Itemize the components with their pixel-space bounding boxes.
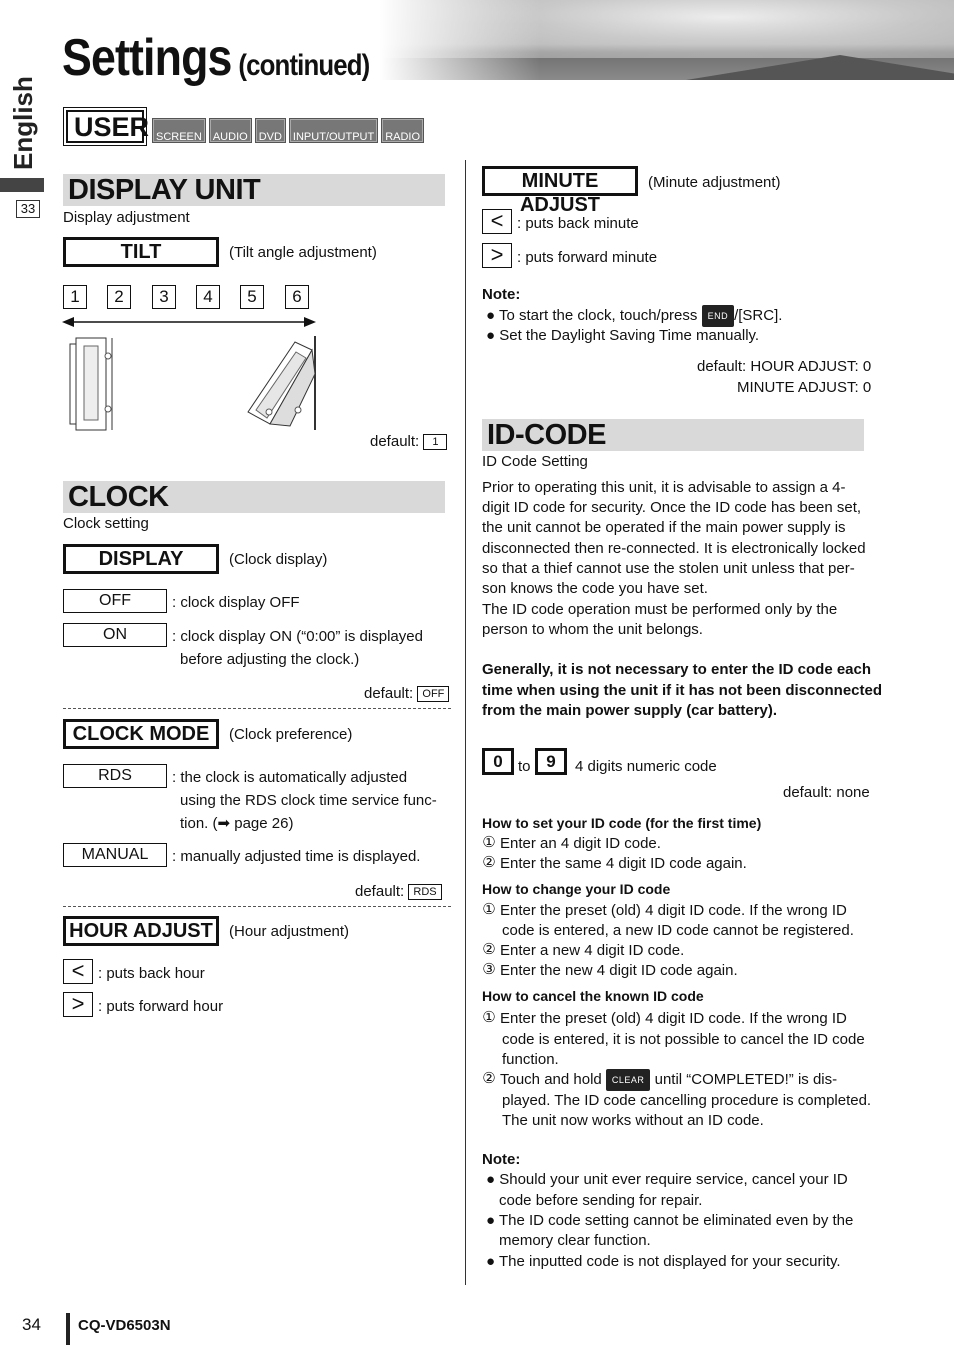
id-code-para-3: the unit cannot be operated if the main power supply is [482,519,846,536]
clock-display-default: default: OFF [364,684,449,704]
divider [63,906,451,907]
cancel-id-step-2b: played. The ID code cancelling procedure is completed. [502,1092,872,1109]
tilt-angle-5[interactable]: 5 [240,285,264,309]
minute-forward-button[interactable]: > [482,243,512,268]
cancel-id-step-1: ① Enter the preset (old) 4 digit ID code. If the wrong ID [482,1009,847,1027]
id-code-para-2: digit ID code for security. Once the ID code has been set, [482,499,862,516]
id-code-para-6: son knows the code you have set. [482,580,708,597]
step-number-icon: ① [482,834,496,851]
id-code-para-8: person to whom the unit belongs. [482,621,703,638]
id-code-subtitle: ID Code Setting [482,453,588,470]
id-note-2: ● The ID code setting cannot be eliminated even by the [486,1212,854,1229]
hour-back-button[interactable]: < [63,959,93,984]
footer-bar [66,1313,70,1345]
set-id-title: How to set your ID code (for the first time) [482,815,762,831]
minute-note-1: ● To start the clock, touch/press END /[SRC]. [486,305,782,327]
clock-mode-default: default: RDS [355,882,442,902]
hour-minute-default-2: MINUTE ADJUST: 0 [737,379,872,396]
tab-radio[interactable]: RADIO [381,118,424,143]
id-code-default: default: none [783,784,870,801]
clock-rds-description-3: tion. (➡ page 26) [180,815,294,832]
side-tab-bar [0,178,44,192]
id-note-1b: code before sending for repair. [499,1192,703,1209]
hour-minute-default-1: default: HOUR ADJUST: 0 [697,358,872,375]
tilt-angle-1[interactable]: 1 [63,285,87,309]
model-number: CQ-VD6503N [78,1317,171,1334]
minute-note-2: ● Set the Daylight Saving Time manually. [486,327,760,344]
tilt-default: default: 1 [370,432,447,452]
id-note-2b: memory clear function. [499,1232,651,1249]
tab-input-output[interactable]: INPUT/OUTPUT [289,118,378,143]
minute-adjust-button[interactable]: MINUTE ADJUST [483,167,637,195]
tilt-angle-6[interactable]: 6 [285,285,309,309]
hour-adjust-description: (Hour adjustment) [229,923,350,940]
change-id-step-1b: code is entered, a new ID code cannot be registered. [502,922,854,939]
step-number-icon: ② [482,941,496,958]
step-number-icon: ① [482,901,496,918]
clock-off-description: : clock display OFF [172,594,300,611]
clock-rds-option[interactable]: RDS [63,764,167,788]
change-id-step-2: ② Enter a new 4 digit ID code. [482,941,685,959]
tab-dvd[interactable]: DVD [255,118,286,143]
minute-note-title: Note: [482,286,521,303]
set-id-step-2: ② Enter the same 4 digit ID code again. [482,854,747,872]
clock-on-description-2: before adjusting the clock.) [180,651,360,668]
cancel-id-step-2: ② Touch and hold CLEAR until “COMPLETED!” is dis- [482,1069,837,1091]
minute-back-button[interactable]: < [482,209,512,234]
clock-mode-description: (Clock preference) [229,726,353,743]
cancel-id-title: How to cancel the known ID code [482,988,704,1004]
step-number-icon: ② [482,1070,496,1087]
end-key-icon: END [702,305,735,327]
set-id-step-1: ① Enter an 4 digit ID code. [482,834,661,852]
clock-on-option[interactable]: ON [63,623,167,647]
display-unit-subtitle: Display adjustment [63,209,190,226]
column-divider [465,160,466,1285]
clock-display-default-value: OFF [417,686,449,702]
id-note-1: ● Should your unit ever require service, cancel your ID [486,1171,848,1188]
change-id-step-3: ③ Enter the new 4 digit ID code again. [482,961,738,979]
tab-audio[interactable]: AUDIO [209,118,252,143]
id-code-para-5: so that a thief cannot use the stolen unit unless that per- [482,560,855,577]
digit-0-button[interactable]: 0 [483,749,513,774]
clock-manual-description: : manually adjusted time is displayed. [172,848,421,865]
header-fade [380,0,540,80]
cancel-id-step-1c: function. [502,1051,559,1068]
settings-tabs [66,110,424,143]
language-label: English [8,76,38,170]
side-page-number: 33 [16,200,40,218]
clock-on-description: : clock display ON (“0:00” is displayed [172,628,423,645]
tab-user[interactable]: USER [66,110,144,143]
clock-mode-default-value: RDS [408,884,441,900]
step-number-icon: ② [482,854,496,871]
tilt-angle-4[interactable]: 4 [196,285,220,309]
clock-rds-description-2: using the RDS clock time service func- [180,792,437,809]
step-number-icon: ① [482,1009,496,1026]
minute-back-description: : puts back minute [517,215,639,232]
id-code-bold-2: time when using the unit if it has not been disconnected [482,682,883,699]
change-id-step-1: ① Enter the preset (old) 4 digit ID code. If the wrong ID [482,901,847,919]
tab-screen[interactable]: SCREEN [152,118,206,143]
tilt-illustration [60,314,320,439]
hour-back-description: : puts back hour [98,965,205,982]
clock-heading: CLOCK [63,481,445,513]
divider [63,708,451,709]
display-unit-heading: DISPLAY UNIT [63,174,445,206]
clock-display-description: (Clock display) [229,551,328,568]
clock-mode-button[interactable]: CLOCK MODE [64,720,218,748]
id-code-bold-3: from the main power supply (car battery). [482,702,778,719]
tilt-angle-2[interactable]: 2 [107,285,131,309]
clock-rds-description: : the clock is automatically adjusted [172,769,408,786]
tilt-description: (Tilt angle adjustment) [229,244,377,261]
hour-forward-button[interactable]: > [63,992,93,1017]
digits-description: 4 digits numeric code [575,758,717,775]
clock-display-button[interactable]: DISPLAY [64,545,218,573]
id-code-para-7: The ID code operation must be performed only by the [482,601,838,618]
id-code-bold-1: Generally, it is not necessary to enter the ID code each [482,661,872,678]
tilt-button[interactable]: TILT [64,238,218,266]
tilt-angle-3[interactable]: 3 [152,285,176,309]
id-code-para-1: Prior to operating this unit, it is advisable to assign a 4- [482,479,846,496]
id-code-heading: ID-CODE [482,419,864,451]
page-title: Settings (continued) [62,29,370,87]
clock-subtitle: Clock setting [63,515,149,532]
page-title-suffix: (continued) [238,49,370,82]
change-id-title: How to change your ID code [482,881,671,897]
step-number-icon: ③ [482,961,496,978]
id-note-title: Note: [482,1151,521,1168]
cancel-id-step-2c: The unit now works without an ID code. [502,1112,764,1129]
id-code-para-4: disconnected then re-connected. It is electronically locked [482,540,866,557]
range-to-word: to [518,758,531,775]
clear-key-icon: CLEAR [606,1069,651,1091]
minute-forward-description: : puts forward minute [517,249,658,266]
hour-forward-description: : puts forward hour [98,998,224,1015]
id-note-3: ● The inputted code is not displayed for your security. [486,1253,841,1270]
hour-adjust-button[interactable]: HOUR ADJUST [64,917,218,945]
digit-9-button[interactable]: 9 [536,749,566,774]
clock-manual-option[interactable]: MANUAL [63,843,167,867]
tilt-default-value: 1 [423,434,447,450]
cancel-id-step-1b: code is entered, it is not possible to cancel the ID code [502,1031,865,1048]
minute-adjust-description: (Minute adjustment) [648,174,781,191]
clock-off-option[interactable]: OFF [63,589,167,613]
page-number: 34 [22,1315,41,1334]
